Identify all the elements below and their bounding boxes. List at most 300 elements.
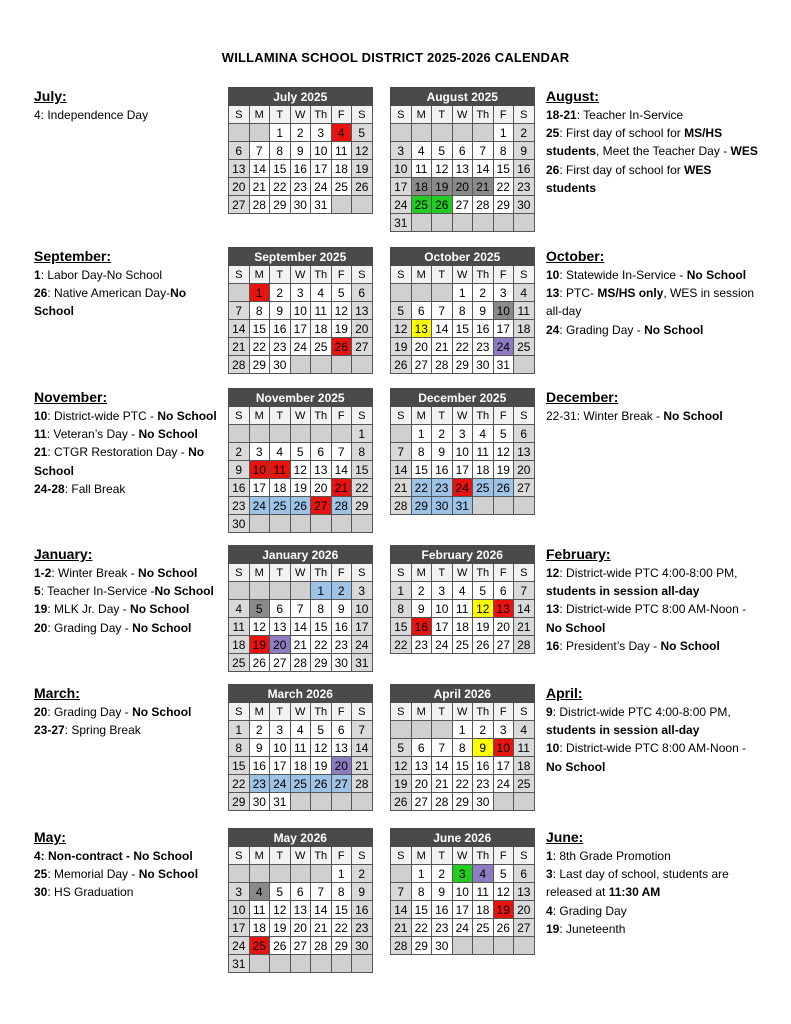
day-cell: 11 [411, 160, 432, 178]
weekday-header: S [514, 407, 535, 425]
day-cell: 9 [270, 302, 291, 320]
empty-day-cell [290, 865, 311, 883]
day-cell: 30 [249, 793, 270, 811]
day-cell: 20 [452, 178, 473, 196]
day-cell: 15 [249, 320, 270, 338]
day-cell: 26 [270, 937, 291, 955]
left-notes-5 [34, 828, 229, 902]
empty-day-cell [249, 124, 270, 142]
weekday-header: T [432, 847, 453, 865]
event-line [34, 443, 229, 479]
day-cell: 10 [290, 302, 311, 320]
weekday-header: S [352, 106, 373, 124]
event-text: 25 [546, 126, 560, 141]
day-cell: 23 [331, 636, 352, 654]
event-text: 11:30 AM [608, 885, 661, 900]
event-text: : Memorial Day - [47, 867, 139, 882]
day-cell: 22 [352, 479, 373, 497]
day-cell: 6 [331, 721, 352, 739]
day-cell: 28 [391, 937, 412, 955]
empty-day-cell [270, 515, 291, 533]
day-cell: 11 [270, 461, 291, 479]
page-title: WILLAMINA SCHOOL DISTRICT 2025-2026 CALENDAR [221, 50, 570, 65]
day-cell: 1 [411, 865, 432, 883]
day-cell: 18 [311, 320, 332, 338]
empty-day-cell [411, 721, 432, 739]
day-cell: 6 [311, 443, 332, 461]
calendar-month-title: May 2026 [229, 829, 373, 847]
weekday-header: S [514, 847, 535, 865]
day-cell: 23 [473, 775, 494, 793]
day-cell: 11 [290, 739, 311, 757]
event-text: No School [132, 705, 192, 719]
weekday-header: S [391, 564, 412, 582]
day-cell: 16 [514, 160, 535, 178]
weekday-header: M [249, 106, 270, 124]
empty-day-cell [391, 124, 412, 142]
day-cell: 7 [514, 582, 535, 600]
day-cell: 19 [290, 479, 311, 497]
day-cell: 2 [229, 443, 250, 461]
empty-day-cell [514, 356, 535, 374]
empty-day-cell [249, 865, 270, 883]
day-cell: 4 [290, 721, 311, 739]
weekday-header: F [331, 106, 352, 124]
event-text: students in session all-day [546, 723, 700, 738]
day-cell: 6 [514, 865, 535, 883]
day-cell: 13 [352, 302, 373, 320]
empty-day-cell [249, 582, 270, 600]
event-text: No School [34, 286, 187, 319]
right-notes-1 [546, 247, 758, 339]
day-cell: 29 [311, 654, 332, 672]
day-cell: 27 [290, 937, 311, 955]
month-heading: June: [546, 829, 584, 845]
day-cell: 7 [249, 142, 270, 160]
event-line [546, 124, 758, 160]
day-cell: 30 [290, 196, 311, 214]
day-cell: 4 [514, 284, 535, 302]
day-cell: 15 [391, 618, 412, 636]
day-cell: 6 [452, 142, 473, 160]
day-cell: 18 [290, 757, 311, 775]
weekday-header: S [514, 703, 535, 721]
day-cell: 2 [473, 284, 494, 302]
empty-day-cell [352, 793, 373, 811]
day-cell: 9 [432, 883, 453, 901]
day-cell: 20 [270, 636, 291, 654]
day-cell: 2 [290, 124, 311, 142]
day-cell: 13 [452, 160, 473, 178]
day-cell: 7 [391, 443, 412, 461]
calendar-month-title: January 2026 [229, 546, 373, 564]
day-cell: 11 [473, 443, 494, 461]
month-calendar [390, 545, 535, 654]
event-text: 1 [546, 849, 553, 863]
event-line [34, 883, 229, 901]
day-cell: 8 [411, 443, 432, 461]
event-line [546, 865, 758, 901]
event-text: 24 [546, 322, 560, 337]
empty-day-cell [331, 793, 352, 811]
day-cell: 13 [493, 600, 514, 618]
day-cell: 12 [352, 142, 373, 160]
empty-day-cell [452, 937, 473, 955]
day-cell: 13 [411, 320, 432, 338]
day-cell: 26 [493, 919, 514, 937]
day-cell: 4 [311, 284, 332, 302]
weekday-header: S [229, 266, 250, 284]
day-cell: 24 [493, 775, 514, 793]
weekday-header: Th [311, 703, 332, 721]
event-text: MS/HS students [546, 126, 723, 159]
empty-day-cell [514, 214, 535, 232]
weekday-header: S [352, 407, 373, 425]
empty-day-cell [249, 515, 270, 533]
event-text: 5 [34, 584, 41, 599]
day-cell: 20 [411, 338, 432, 356]
day-cell: 5 [493, 865, 514, 883]
event-text: No School [138, 427, 198, 442]
day-cell: 17 [432, 618, 453, 636]
event-text: No School [660, 638, 720, 653]
day-cell: 3 [452, 865, 473, 883]
weekday-header: M [411, 106, 432, 124]
day-cell: 26 [331, 338, 352, 356]
day-cell: 27 [514, 479, 535, 497]
day-cell: 19 [352, 160, 373, 178]
day-cell: 10 [493, 302, 514, 320]
day-cell: 3 [432, 582, 453, 600]
weekday-header: W [452, 407, 473, 425]
event-text: 13 [546, 286, 560, 301]
day-cell: 12 [249, 618, 270, 636]
weekday-header: S [352, 564, 373, 582]
day-cell: 4 [249, 883, 270, 901]
event-text: 16 [546, 638, 560, 653]
day-cell: 25 [452, 636, 473, 654]
calendar-month-title: December 2025 [391, 389, 535, 407]
empty-day-cell [411, 124, 432, 142]
day-cell: 17 [311, 160, 332, 178]
weekday-header: T [432, 266, 453, 284]
event-line [546, 266, 758, 284]
day-cell: 29 [352, 497, 373, 515]
day-cell: 10 [452, 883, 473, 901]
day-cell: 1 [452, 284, 473, 302]
weekday-header: T [432, 703, 453, 721]
weekday-header: M [249, 703, 270, 721]
day-cell: 6 [411, 302, 432, 320]
day-cell: 15 [493, 160, 514, 178]
empty-day-cell [493, 793, 514, 811]
month-calendar [228, 545, 373, 672]
weekday-header: M [411, 847, 432, 865]
day-cell: 22 [411, 919, 432, 937]
day-cell: 19 [432, 178, 453, 196]
right-notes-3 [546, 545, 758, 655]
day-cell: 31 [311, 196, 332, 214]
event-text: : Grading Day - [559, 322, 645, 337]
day-cell: 28 [249, 196, 270, 214]
event-line [34, 284, 229, 320]
day-cell: 24 [452, 919, 473, 937]
empty-day-cell [229, 284, 250, 302]
event-line [34, 600, 229, 618]
empty-day-cell [229, 124, 250, 142]
day-cell: 7 [432, 302, 453, 320]
event-text: : Statewide In-Service - [559, 268, 687, 282]
event-line [34, 480, 229, 498]
weekday-header: Th [311, 847, 332, 865]
day-cell: 2 [473, 721, 494, 739]
day-cell: 24 [352, 636, 373, 654]
event-text: 13 [546, 602, 560, 617]
calendar-month-title: March 2026 [229, 685, 373, 703]
day-cell: 17 [452, 901, 473, 919]
day-cell: 10 [229, 901, 250, 919]
day-cell: 2 [432, 865, 453, 883]
day-cell: 18 [229, 636, 250, 654]
event-line [34, 721, 229, 739]
day-cell: 4 [514, 721, 535, 739]
event-line [34, 106, 229, 124]
event-text: , WES in session all-day [546, 286, 755, 319]
day-cell: 23 [290, 178, 311, 196]
day-cell: 26 [290, 497, 311, 515]
event-text: No School [663, 409, 723, 423]
day-cell: 2 [270, 284, 291, 302]
day-cell: 16 [249, 757, 270, 775]
day-cell: 12 [290, 461, 311, 479]
event-text: 3 [546, 867, 553, 882]
weekday-header: Th [473, 106, 494, 124]
weekday-header: T [270, 106, 291, 124]
day-cell: 21 [391, 479, 412, 497]
day-cell: 29 [411, 937, 432, 955]
event-line [34, 407, 229, 425]
event-text: 10 [546, 741, 560, 756]
day-cell: 14 [229, 320, 250, 338]
weekday-header: S [514, 564, 535, 582]
day-cell: 27 [352, 338, 373, 356]
day-cell: 7 [290, 600, 311, 618]
event-line [546, 564, 758, 600]
day-cell: 13 [229, 160, 250, 178]
empty-day-cell [290, 425, 311, 443]
event-text: No School [154, 584, 214, 599]
day-cell: 14 [514, 600, 535, 618]
empty-day-cell [391, 284, 412, 302]
day-cell: 9 [352, 883, 373, 901]
weekday-header: Th [473, 703, 494, 721]
day-cell: 16 [270, 320, 291, 338]
day-cell: 15 [311, 618, 332, 636]
day-cell: 10 [493, 739, 514, 757]
day-cell: 22 [311, 636, 332, 654]
event-line [34, 703, 229, 721]
event-text: : Juneteenth [559, 921, 626, 936]
day-cell: 13 [331, 739, 352, 757]
month-heading: October: [546, 248, 605, 264]
day-cell: 11 [452, 600, 473, 618]
day-cell: 21 [249, 178, 270, 196]
day-cell: 13 [270, 618, 291, 636]
event-text: No School [686, 268, 747, 282]
day-cell: 26 [493, 479, 514, 497]
right-notes-4 [546, 684, 758, 776]
empty-day-cell [290, 793, 311, 811]
day-cell: 26 [391, 793, 412, 811]
weekday-header: S [352, 703, 373, 721]
event-line [546, 739, 758, 775]
event-text: No School [138, 867, 199, 882]
weekday-header: W [452, 847, 473, 865]
event-text: : PTC- [559, 286, 598, 301]
event-text: : Fall Break [64, 481, 126, 496]
day-cell: 19 [331, 320, 352, 338]
event-line [34, 266, 229, 284]
day-cell: 17 [229, 919, 250, 937]
day-cell: 5 [311, 721, 332, 739]
day-cell: 9 [473, 739, 494, 757]
day-cell: 24 [229, 937, 250, 955]
day-cell: 7 [432, 739, 453, 757]
weekday-header: S [391, 847, 412, 865]
day-cell: 17 [493, 757, 514, 775]
day-cell: 14 [432, 757, 453, 775]
day-cell: 11 [249, 901, 270, 919]
day-cell: 26 [473, 636, 494, 654]
day-cell: 10 [311, 142, 332, 160]
day-cell: 21 [229, 338, 250, 356]
day-cell: 13 [290, 901, 311, 919]
weekday-header: F [493, 266, 514, 284]
weekday-header: S [391, 703, 412, 721]
left-notes-1 [34, 247, 229, 321]
day-cell: 21 [473, 178, 494, 196]
event-line [34, 865, 229, 883]
weekday-header: Th [311, 407, 332, 425]
day-cell: 23 [432, 479, 453, 497]
day-cell: 15 [452, 757, 473, 775]
day-cell: 17 [270, 757, 291, 775]
day-cell: 29 [411, 497, 432, 515]
event-text: No School [157, 409, 217, 423]
calendar-month-title: November 2025 [229, 389, 373, 407]
weekday-header: T [432, 407, 453, 425]
weekday-header: M [411, 703, 432, 721]
weekday-header: W [290, 106, 311, 124]
day-cell: 27 [270, 654, 291, 672]
event-text: 12 [546, 566, 560, 580]
day-cell: 26 [432, 196, 453, 214]
weekday-header: M [249, 407, 270, 425]
day-cell: 22 [452, 775, 473, 793]
day-cell: 1 [311, 582, 332, 600]
day-cell: 5 [493, 425, 514, 443]
day-cell: 5 [391, 302, 412, 320]
day-cell: 20 [352, 320, 373, 338]
day-cell: 21 [290, 636, 311, 654]
day-cell: 23 [473, 338, 494, 356]
day-cell: 4 [452, 582, 473, 600]
month-heading: July: [34, 88, 67, 104]
day-cell: 1 [352, 425, 373, 443]
day-cell: 29 [249, 356, 270, 374]
day-cell: 31 [452, 497, 473, 515]
day-cell: 27 [331, 775, 352, 793]
month-heading: September: [34, 248, 112, 264]
day-cell: 18 [270, 479, 291, 497]
event-text: 25 [34, 867, 48, 882]
event-text: 20 [34, 705, 48, 719]
empty-day-cell [270, 582, 291, 600]
day-cell: 22 [331, 919, 352, 937]
event-text: No School [138, 566, 198, 580]
day-cell: 29 [270, 196, 291, 214]
day-cell: 12 [391, 320, 412, 338]
calendar-month-title: April 2026 [391, 685, 535, 703]
empty-day-cell [249, 955, 270, 973]
event-text: 1-2 [34, 566, 52, 580]
weekday-header: F [331, 407, 352, 425]
day-cell: 29 [229, 793, 250, 811]
day-cell: 30 [473, 356, 494, 374]
event-text: : Teacher In-Service [576, 108, 684, 122]
day-cell: 28 [432, 793, 453, 811]
event-text: 4: Non-contract - No School [34, 849, 193, 863]
day-cell: 1 [270, 124, 291, 142]
month-calendar [228, 87, 373, 214]
day-cell: 29 [331, 937, 352, 955]
empty-day-cell [290, 356, 311, 374]
empty-day-cell [452, 214, 473, 232]
day-cell: 17 [452, 461, 473, 479]
day-cell: 10 [270, 739, 291, 757]
day-cell: 8 [331, 883, 352, 901]
day-cell: 5 [270, 883, 291, 901]
day-cell: 3 [290, 284, 311, 302]
calendar-month-title: October 2025 [391, 248, 535, 266]
day-cell: 28 [311, 937, 332, 955]
empty-day-cell [514, 937, 535, 955]
weekday-header: S [229, 407, 250, 425]
day-cell: 18 [514, 320, 535, 338]
day-cell: 5 [249, 600, 270, 618]
event-text: No School [546, 759, 606, 774]
day-cell: 20 [514, 461, 535, 479]
day-cell: 31 [493, 356, 514, 374]
day-cell: 15 [229, 757, 250, 775]
empty-day-cell [352, 356, 373, 374]
day-cell: 25 [331, 178, 352, 196]
day-cell: 17 [352, 618, 373, 636]
day-cell: 27 [411, 793, 432, 811]
day-cell: 15 [352, 461, 373, 479]
day-cell: 2 [411, 582, 432, 600]
day-cell: 16 [432, 461, 453, 479]
day-cell: 19 [249, 636, 270, 654]
month-heading: February: [546, 546, 611, 562]
event-text: MS/HS only [597, 286, 664, 301]
empty-day-cell [311, 425, 332, 443]
day-cell: 4 [229, 600, 250, 618]
event-text: : HS Graduation [47, 885, 134, 900]
weekday-header: Th [473, 564, 494, 582]
weekday-header: F [331, 564, 352, 582]
empty-day-cell [270, 865, 291, 883]
